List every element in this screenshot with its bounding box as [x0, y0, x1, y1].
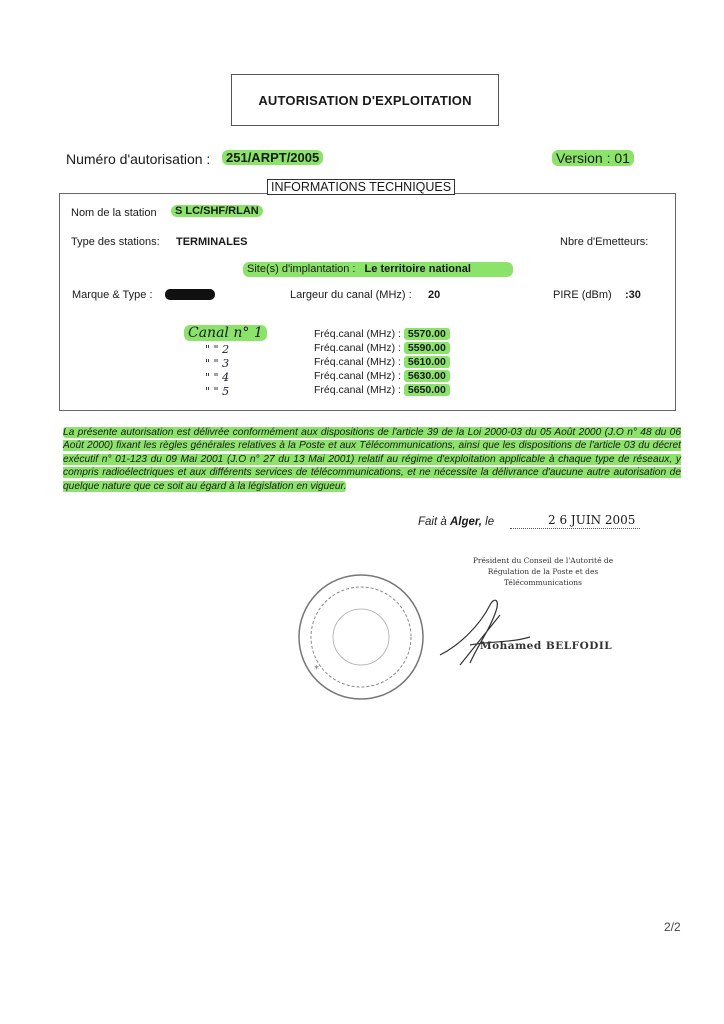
- brand-label: Marque & Type :: [72, 289, 153, 301]
- page-number: 2/2: [664, 920, 681, 934]
- document-title: AUTORISATION D'EXPLOITATION: [231, 74, 499, 126]
- pire-value: :30: [625, 289, 641, 301]
- handwritten-signature: [430, 585, 540, 675]
- freq-value: 5630.00: [404, 370, 450, 382]
- svg-text:*: *: [314, 664, 319, 675]
- fait-a-label: Fait à: [418, 516, 447, 528]
- section-title: INFORMATIONS TECHNIQUES: [267, 179, 455, 195]
- channel-hand-4: " " 4: [205, 371, 230, 384]
- channel-hand-5: " " 5: [205, 385, 230, 398]
- date-dotted-line: [510, 528, 640, 529]
- freq-row-5: [314, 384, 450, 396]
- fait-a-line: [418, 516, 494, 528]
- freq-row-1: [314, 328, 450, 340]
- freq-label: Fréq.canal (MHz) :: [314, 384, 401, 396]
- station-name-value: S LC/SHF/RLAN: [171, 205, 263, 217]
- city: Alger,: [449, 516, 482, 528]
- site-value: Le territoire national: [364, 263, 471, 275]
- station-type-label: Type des stations:: [71, 236, 160, 248]
- site-row: [243, 262, 513, 277]
- bandwidth-value: 20: [428, 289, 441, 301]
- channel-hand-3: " " 3: [205, 357, 230, 370]
- emitters-label: Nbre d'Emetteurs:: [560, 236, 649, 248]
- freq-value: 5570.00: [404, 328, 450, 340]
- president-title: Président du Conseil de l'Autorité de Régulation de la Poste et des Télécommunications: [472, 556, 614, 587]
- channel-hand-2: " " 2: [205, 343, 230, 356]
- version-value: Version : 01: [552, 150, 634, 166]
- channel-hand-1: Canal n° 1: [184, 325, 267, 341]
- site-label: Site(s) d'implantation :: [247, 263, 356, 275]
- freq-label: Fréq.canal (MHz) :: [314, 370, 401, 382]
- freq-label: Fréq.canal (MHz) :: [314, 328, 401, 340]
- freq-value: 5590.00: [404, 342, 450, 354]
- auth-number-value: 251/ARPT/2005: [222, 150, 323, 165]
- station-type-value: TERMINALES: [176, 236, 248, 248]
- signatory-name: Mohamed BELFODIL: [480, 640, 613, 652]
- le-label: le: [485, 516, 495, 528]
- freq-row-3: [314, 356, 450, 368]
- redacted-mark: [165, 289, 215, 300]
- legal-paragraph-text: La présente autorisation est délivrée conformément aux dispositions de l'article 39 de la Loi 2000-03 du 05 Août 2000 (J.O n° 48 du 06 Août 2000) fixant les règles générales relatives à la Poste et aux Télécommunications, ainsi que les dispositions de l'article 03 du décret exécutif n° 01-123 du 09 Mai 2001 (J.O n° 27 du 13 Mai 2001) relatif au régime d'exploitation applicable à chaque type de réseaux, y compris radioélectriques et aux différents services de télécommunications, et ne nécessite la délivrance d'aucune autre autorisation de quelque nature que ce soit au égard à la législation en vigueur.: [63, 427, 681, 492]
- official-seal: [296, 572, 426, 702]
- pire-label: PIRE (dBm): [553, 289, 612, 301]
- freq-row-2: [314, 342, 450, 354]
- station-name-label: Nom de la station: [71, 207, 157, 219]
- freq-value: 5610.00: [404, 356, 450, 368]
- legal-paragraph: [63, 426, 681, 493]
- freq-label: Fréq.canal (MHz) :: [314, 342, 401, 354]
- signature-date: 2 6 JUIN 2005: [548, 513, 636, 527]
- freq-value: 5650.00: [404, 384, 450, 396]
- freq-label: Fréq.canal (MHz) :: [314, 356, 401, 368]
- auth-number-label: Numéro d'autorisation :: [66, 151, 211, 167]
- freq-row-4: [314, 370, 450, 382]
- bandwidth-label: Largeur du canal (MHz) :: [290, 289, 412, 301]
